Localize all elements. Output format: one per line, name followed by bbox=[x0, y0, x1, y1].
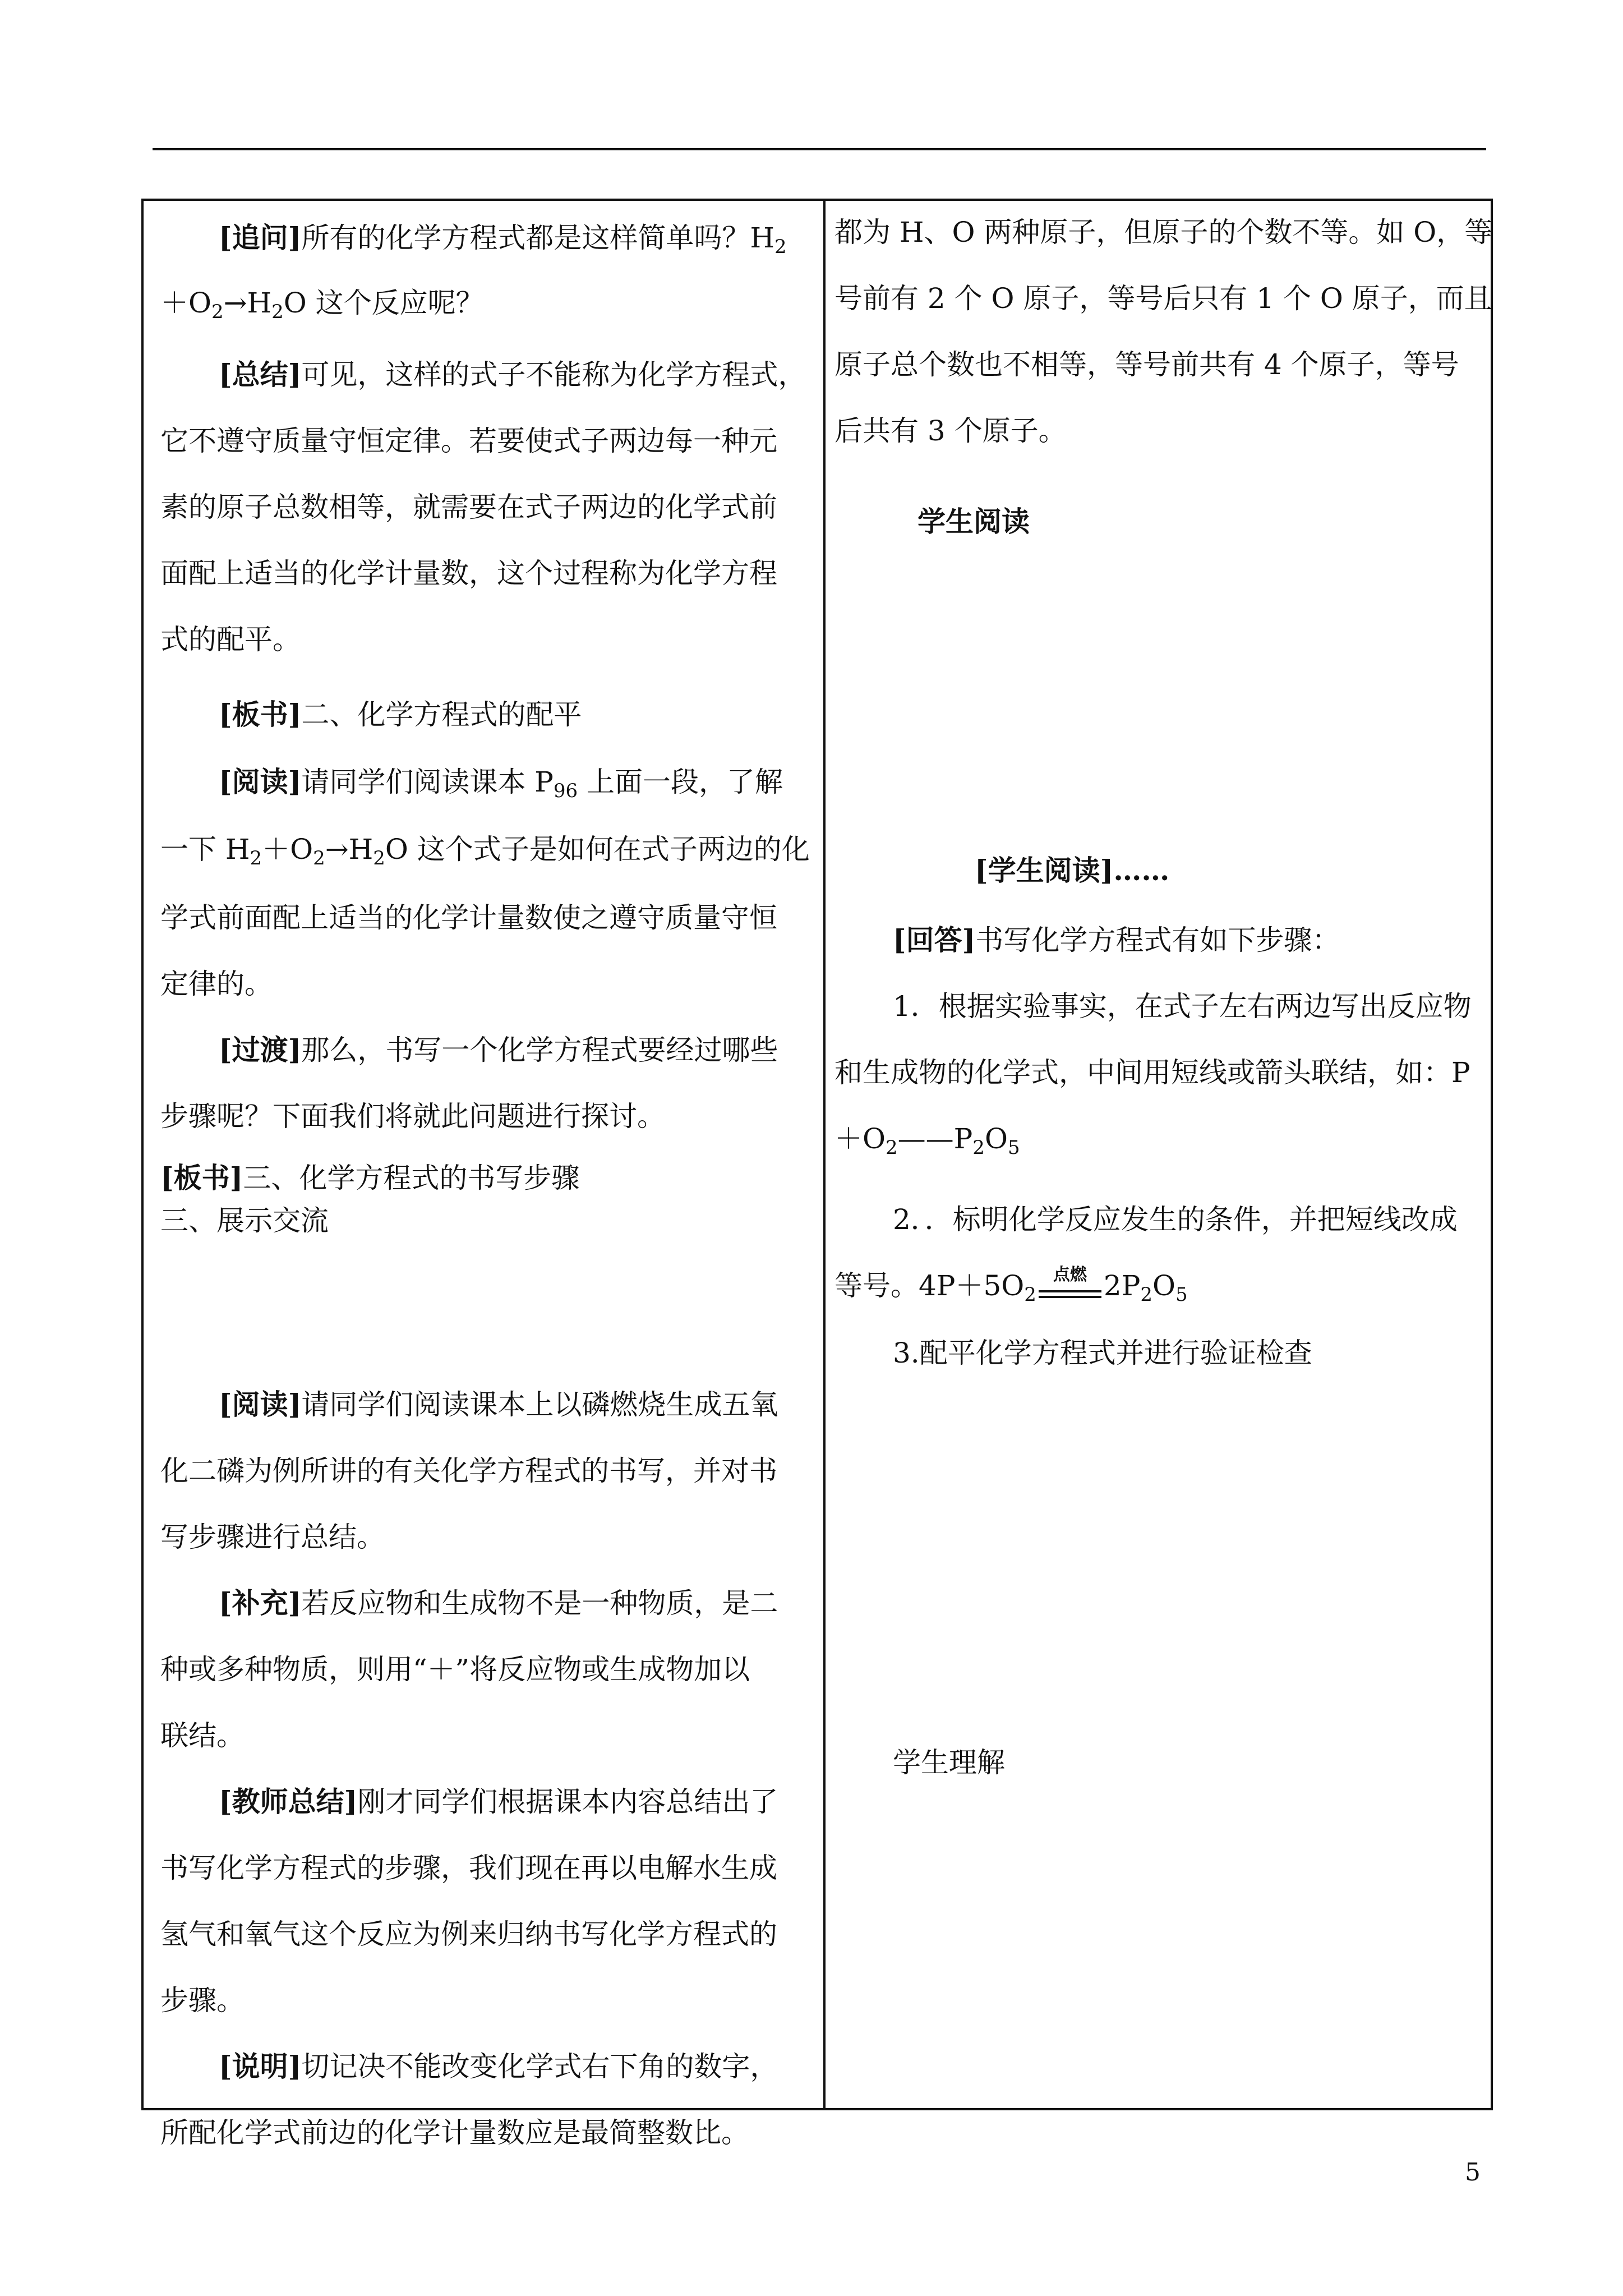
jiaoshi-line3: 氢气和氧气这个反应为例来归纳书写化学方程式的 bbox=[160, 1918, 777, 1950]
right-line2: 号前有 2 个 O 原子，等号后只有 1 个 O 原子，而且 bbox=[834, 282, 1492, 315]
step1-line3: $+O_2——P_2O_5$ bbox=[834, 1122, 1020, 1159]
zhuiwen-line1: [追问]所有的化学方程式都是这样简单吗？$H_2$ bbox=[219, 221, 787, 258]
zongjie-line5: 式的配平。 bbox=[160, 623, 301, 656]
step2-line2: 等号。$4P+5O_2$ 点燃 $2P_2O_5$ bbox=[834, 1265, 1188, 1306]
jiaoshi-line2: 书写化学方程式的步骤，我们现在再以电解水生成 bbox=[160, 1852, 777, 1884]
zongjie-line4: 面配上适当的化学计量数，这个过程称为化学方程 bbox=[160, 557, 777, 590]
step1-line2: 和生成物的化学式，中间用短线或箭头联结，如：P bbox=[834, 1056, 1470, 1089]
zhuiwen-line2: $+O_2\to H_2O$ 这个反应呢？ bbox=[160, 287, 484, 323]
yuedu2-line1: [阅读]请同学们阅读课本上以磷燃烧生成五氧 bbox=[219, 1388, 778, 1421]
right-line3: 原子总个数也不相等，等号前共有 4 个原子，等号 bbox=[834, 348, 1459, 381]
zongjie-line3: 素的原子总数相等，就需要在式子两边的化学式前 bbox=[160, 491, 777, 523]
jiaoshi-line1: [教师总结]刚才同学们根据课本内容总结出了 bbox=[219, 1785, 778, 1818]
zongjie-line1: [总结]可见，这样的式子不能称为化学方程式， bbox=[219, 358, 806, 391]
buchong-line1: [补充]若反应物和生成物不是一种物质，是二 bbox=[219, 1586, 778, 1619]
zhanshi-line: 三、展示交流 bbox=[160, 1204, 329, 1237]
right-line1: 都为 H、O 两种原子，但原子的个数不等。如 O，等 bbox=[834, 216, 1493, 249]
zongjie-line2: 它不遵守质量守恒定律。若要使式子两边每一种元 bbox=[160, 425, 777, 457]
banshu1-line: [板书]二、化学方程式的配平 bbox=[219, 698, 582, 731]
jiaoshi-line4: 步骤。 bbox=[160, 1984, 245, 2017]
lesson-table bbox=[141, 199, 1493, 2149]
banshu2-line: [板书]三、化学方程式的书写步骤 bbox=[160, 1161, 580, 1194]
step1-line1: 1．根据实验事实，在式子左右两边写出反应物 bbox=[893, 990, 1472, 1023]
column-divider bbox=[823, 201, 826, 2108]
ignition-equal-sign bbox=[1036, 1265, 1104, 1303]
yuedu2-line2: 化二磷为例所讲的有关化学方程式的书写，并对书 bbox=[160, 1455, 777, 1487]
huida-line: [回答]书写化学方程式有如下步骤： bbox=[893, 923, 1340, 956]
ignition-condition: 点燃 bbox=[1053, 1265, 1087, 1285]
step2-line1: 2．．标明化学反应发生的条件，并把短线改成 bbox=[893, 1203, 1458, 1236]
header-rule bbox=[153, 148, 1486, 150]
yuedu1-line1: [阅读]请同学们阅读课本 $P_{96}$ 上面一段，了解 bbox=[219, 765, 783, 802]
page-number: 5 bbox=[1465, 2158, 1481, 2187]
shuoming-line2: 所配化学式前边的化学计量数应是最简整数比。 bbox=[160, 2116, 749, 2149]
buchong-line2: 种或多种物质，则用“＋”将反应物或生成物加以 bbox=[160, 1653, 750, 1686]
shuoming-line1: [说明]切记决不能改变化学式右下角的数字， bbox=[219, 2050, 778, 2083]
xuesheng-yuedu-heading: 学生阅读 bbox=[917, 505, 1030, 538]
yuedu2-line3: 写步骤进行总结。 bbox=[160, 1521, 385, 1553]
right-line4: 后共有 3 个原子。 bbox=[834, 415, 1067, 447]
step3-line: 3.配平化学方程式并进行验证检查 bbox=[893, 1337, 1312, 1369]
yuedu1-line2: 一下 $H_2+O_2\to H_2O$ 这个式子是如何在式子两边的化 bbox=[160, 833, 810, 869]
xuesheng-yuedu-note: [学生阅读]…… bbox=[975, 854, 1170, 887]
xuesheng-lijie: 学生理解 bbox=[893, 1746, 1005, 1779]
guodu-line2: 步骤呢？下面我们将就此问题进行探讨。 bbox=[160, 1100, 665, 1133]
guodu-line1: [过渡]那么，书写一个化学方程式要经过哪些 bbox=[219, 1033, 778, 1066]
yuedu1-line3: 学式前面配上适当的化学计量数使之遵守质量守恒 bbox=[160, 901, 777, 934]
yuedu1-line4: 定律的。 bbox=[160, 968, 273, 1000]
buchong-line3: 联结。 bbox=[160, 1719, 245, 1752]
